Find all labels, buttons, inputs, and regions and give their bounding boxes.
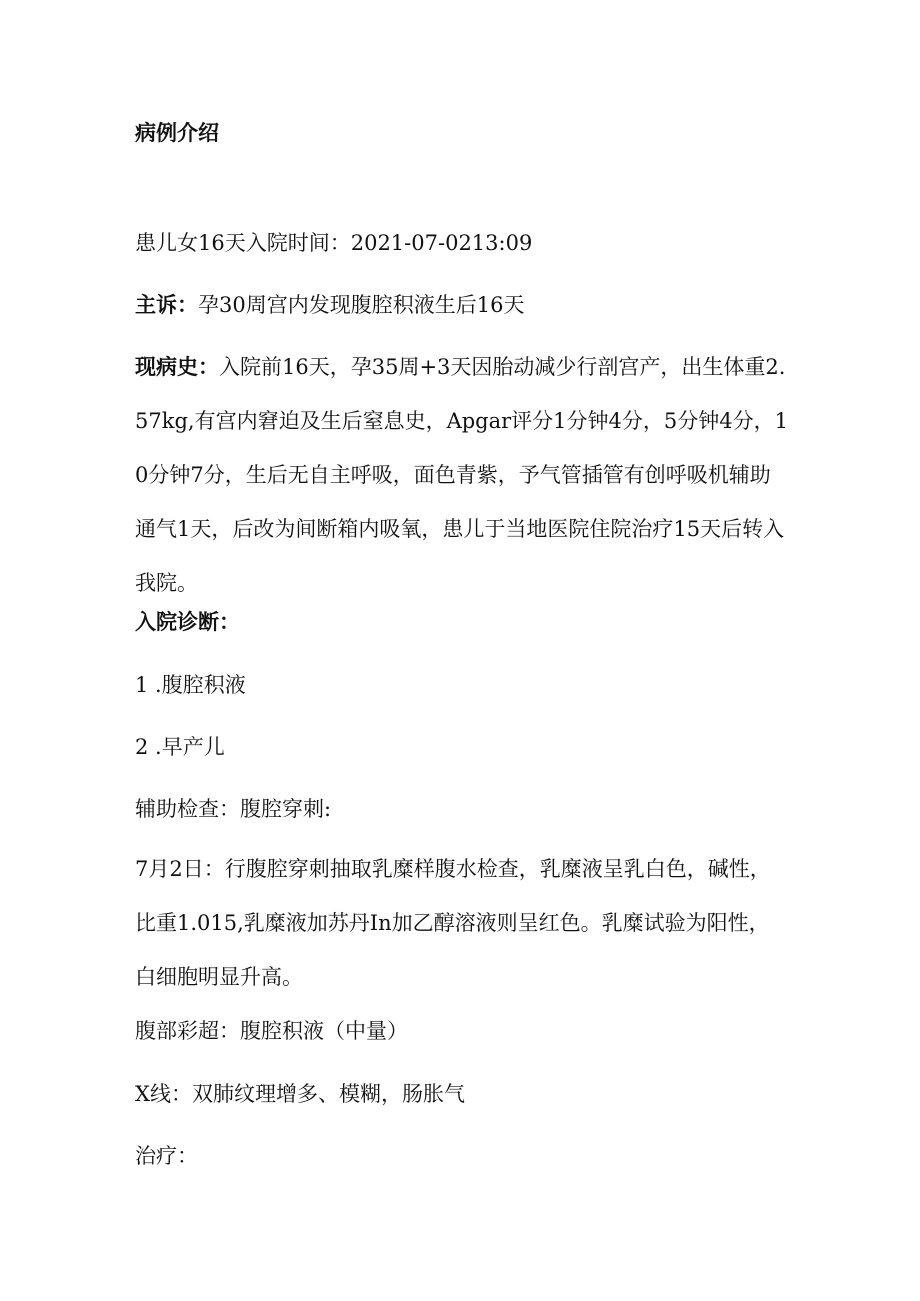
present-illness-text: 入院前16天，孕35周+3天因胎动减少行剖宫产，出生体重2.57kg,有宫内窘迫及生后窒息史，Apgar评分1分钟4分，5分钟4分，10分钟7分，生后无自主呼吸，面色青紫，予气管插管有创呼吸机辅助通气1天，后改为间断箱内吸氧，患儿于当地医院住院治疗15天后转入我院。 bbox=[135, 355, 788, 595]
present-illness-label: 现病史： bbox=[135, 355, 219, 379]
diagnosis-item: 2 .早产儿 bbox=[135, 735, 225, 759]
diagnosis-item: 1 .腹腔积液 bbox=[135, 673, 246, 697]
admission-diagnosis-heading: 入院诊断： bbox=[135, 610, 240, 634]
ultrasound-result: 腹部彩超：腹腔积液（中量） bbox=[135, 1019, 408, 1043]
xray-result: X线：双肺纹理增多、模糊，肠胀气 bbox=[135, 1082, 465, 1106]
page-title: 病例介绍 bbox=[135, 121, 219, 145]
present-illness-history bbox=[135, 340, 790, 610]
chief-complaint-label: 主诉： bbox=[135, 293, 198, 317]
chief-complaint bbox=[135, 290, 524, 320]
auxiliary-exam-heading: 辅助检查：腹腔穿刺: bbox=[135, 797, 332, 821]
patient-info-line: 患儿女16天入院时间：2021-07-0213:09 bbox=[135, 231, 533, 255]
treatment-heading: 治疗： bbox=[135, 1144, 198, 1168]
puncture-result-paragraph: 7月2日：行腹腔穿刺抽取乳糜样腹水检查，乳糜液呈乳白色，碱性，比重1.015,乳糜液加苏丹In加乙醇溶液则呈红色。乳糜试验为阳性，白细胞明显升高。 bbox=[135, 857, 771, 989]
chief-complaint-text: 孕30周宫内发现腹腔积液生后16天 bbox=[198, 293, 525, 317]
